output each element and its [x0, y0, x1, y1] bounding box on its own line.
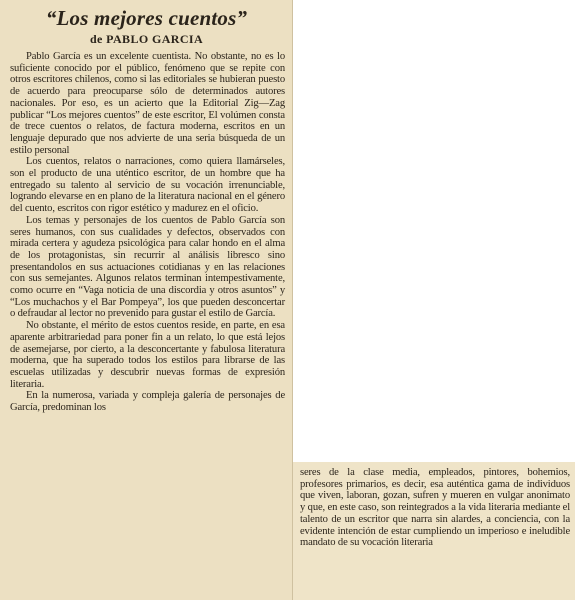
paragraph: Los cuentos, relatos o narraciones, como quiera llamárseles, son el producto de una uténtico escritor, de un hombre que ha entregado su talento al servicio de su vocación irrenunciable, logrando elevarse en en plano de la literatura nacional en el género del cuento, escritos con rigor estético y madurez en el oficio.: [10, 156, 285, 215]
paragraph: Los temas y personajes de los cuentos de Pablo García son seres humanos, con sus cualidades y defectos, observados con mirada certera y agudeza psicológica para calar hondo en el alma de los protagonistas, sin recurrir al análisis libresco sino presentandolos en sus actuaciones cotidianas y en las relaciones con sus semejantes. Algunos relatos terminan intempestivamente, como ocurre en “Vaga noticia de una discordia y otros asuntos” y “Los muchachos y el Bar Pompeya”, los que pueden desconcertar o defraudar al lector no prevenido para gustar el estilo de García.: [10, 214, 285, 320]
paragraph: En la numerosa, variada y compleja galería de personajes de García, predominan los: [10, 390, 285, 414]
article-title: “Los mejores cuentos”: [45, 6, 248, 30]
paragraph: seres de la clase media, empleados, pintores, bohemios, profesores primarios, es decir, esa auténtica gama de individuos que viven, laboran, gozan, sufren y mueren en vulgar anonimato y que, en este caso, son reintegrados a la vida literaria mediante el talento de un escritor que narra sin alardes, a conciencia, con la evidente intención de estar cumpliendo un imperioso e ineludible mandato de su vocación literaria: [300, 467, 570, 549]
article-body-right: [300, 467, 570, 549]
article-body-left: [10, 51, 285, 414]
article-byline: de PABLO GARCIA: [89, 32, 204, 46]
paragraph: No obstante, el mérito de estos cuentos reside, en parte, en esa aparente arbitrariedad para poner fin a un relato, lo que está lejos de asemejarse, por cierto, a la desconcertante y fabulosa literatura moderna, que ha superado todos los estilos para librarse de las escuelas utilizadas y descubrir nuevas formas de expresión literaria.: [10, 320, 285, 390]
paragraph: Pablo García es un excelente cuentista. No obstante, no es lo suficiente conocido por el público, fenómeno que se repite con otros escritores chilenos, como si las editoriales se hubieran puesto de acuerdo para preocuparse sólo de determinados autores nacionales. Por eso, es un acierto que la Editorial Zig—Zag publicar “Los mejores cuentos” de este escritor, El volúmen consta de trece cuentos o relatos, de factura moderna, escritos en un lenguaje depurado que nos advierte de una seria búsqueda de un estilo personal: [10, 51, 285, 156]
